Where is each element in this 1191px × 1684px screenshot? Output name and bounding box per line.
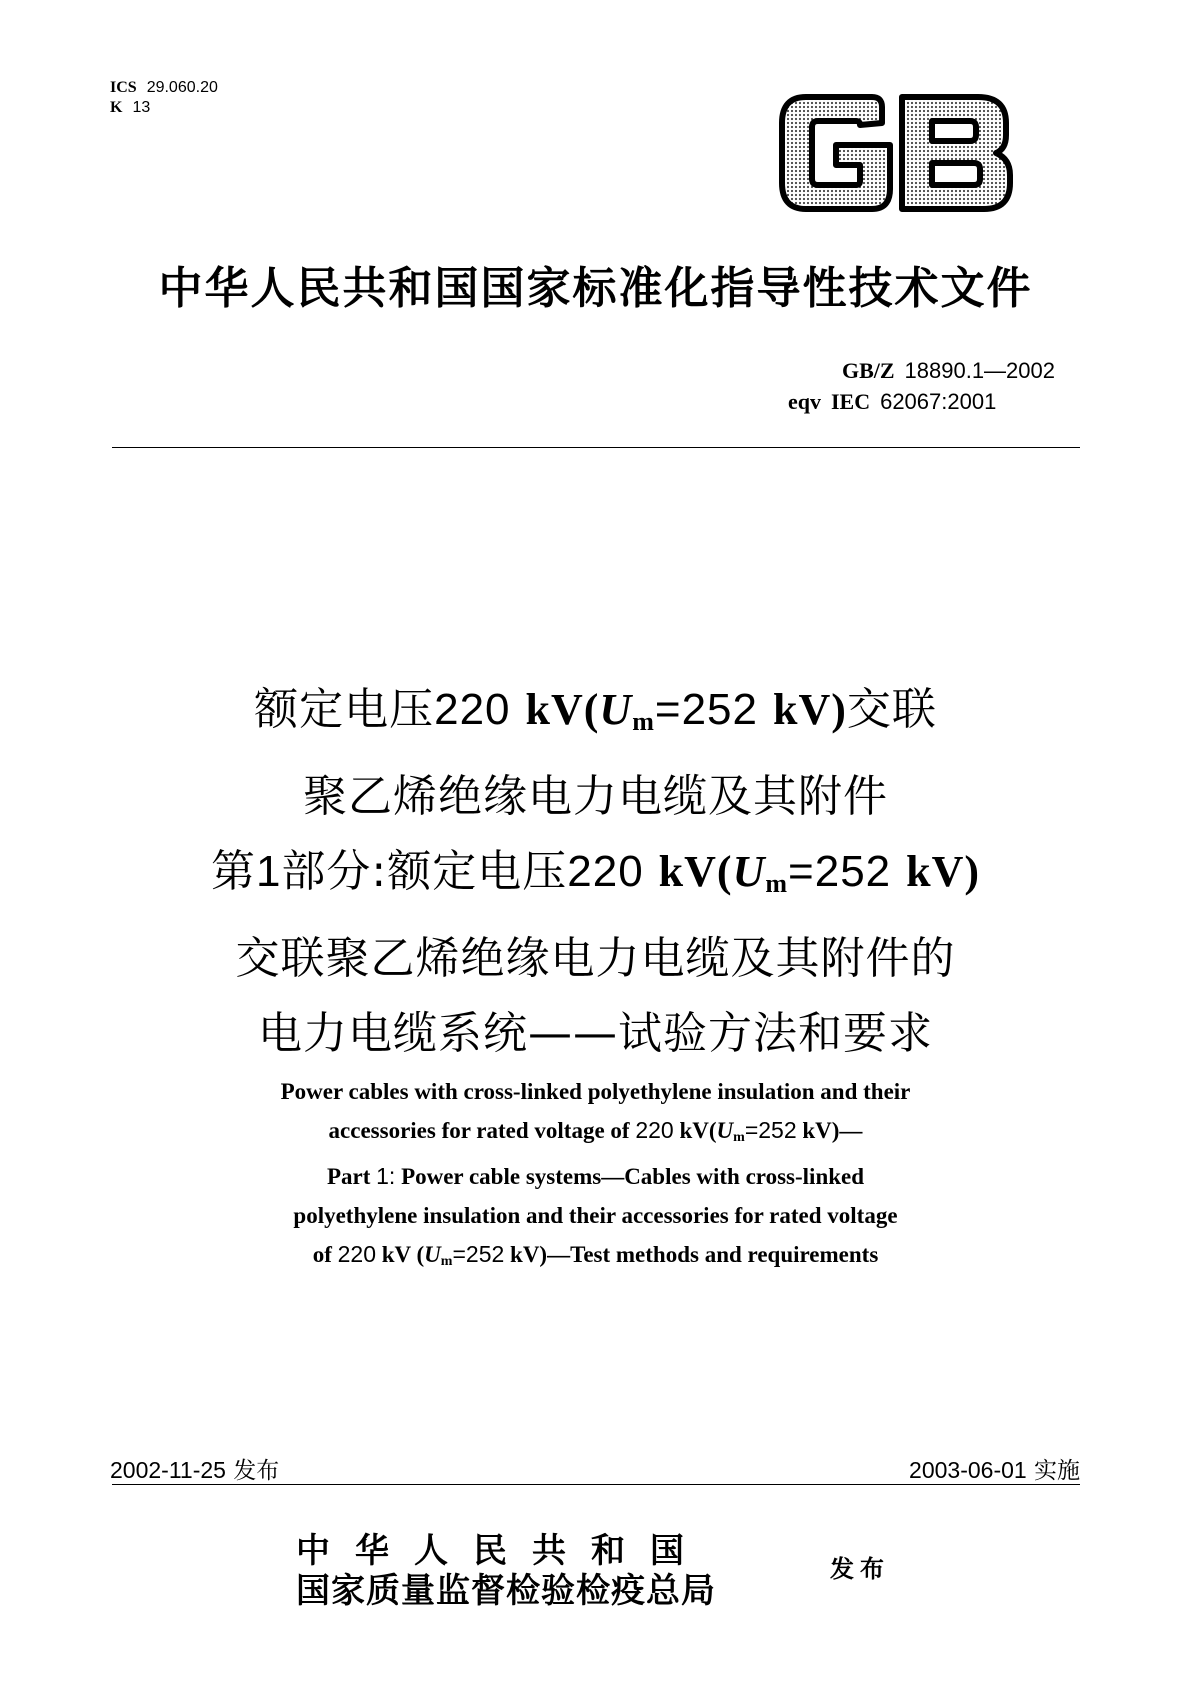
issue-label: 发布 — [830, 1554, 890, 1583]
chinese-title — [0, 672, 1191, 1071]
standard-number: GB/Z 18890.1—2002 — [841, 358, 1055, 383]
equivalent-standard: eqv IEC 62067:2001 — [787, 389, 997, 414]
issuing-authority — [296, 1531, 716, 1611]
english-title-line: accessories for rated voltage of 220 $kV(U_m=252$ kV)— — [328, 1117, 863, 1145]
english-title-line: Power cables with cross-linked polyethylene insulation and their — [280, 1079, 911, 1104]
issuer-line-agency: 国家质量监督检验检疫总局 — [296, 1571, 716, 1611]
implementation-date: 2003-06-01 实施 — [909, 1457, 1080, 1484]
english-title-line: of 220 kV ($U_m=252$ kV)—Test methods and requirements — [312, 1241, 879, 1269]
ics-code: ICS 29.060.20 — [110, 79, 218, 96]
chinese-title-line: 聚乙烯绝缘电力电缆及其附件 — [303, 771, 888, 822]
chinese-title-line: 交联聚乙烯绝缘电力电缆及其附件的 — [235, 933, 956, 984]
standard-number-block — [787, 356, 1055, 418]
gb-standard-logo-icon — [778, 93, 1014, 213]
top-divider — [112, 447, 1080, 448]
chinese-title-line: 额定电压220 $kV(U_m=252$ kV)交联 — [254, 684, 937, 736]
publish-date: 2002-11-25 发布 — [110, 1457, 280, 1484]
english-title-line: polyethylene insulation and their accessories for rated voltage — [293, 1203, 898, 1228]
chinese-title-line: 电力电缆系统——试验方法和要求 — [258, 1008, 933, 1059]
issuer-line-country: 中华人民共和国 — [296, 1531, 709, 1571]
classification-codes — [110, 78, 218, 118]
english-title — [0, 1072, 1191, 1281]
document-type-title: 中华人民共和国国家标准化指导性技术文件 — [158, 263, 1033, 314]
chinese-title-line: 第1部分:额定电压220 $kV(U_m=252$ kV) — [210, 846, 981, 898]
english-title-line: Part 1: Power cable systems—Cables with cross-linked — [326, 1163, 865, 1189]
ccs-code: K 13 — [110, 99, 151, 116]
bottom-divider — [112, 1484, 1080, 1485]
